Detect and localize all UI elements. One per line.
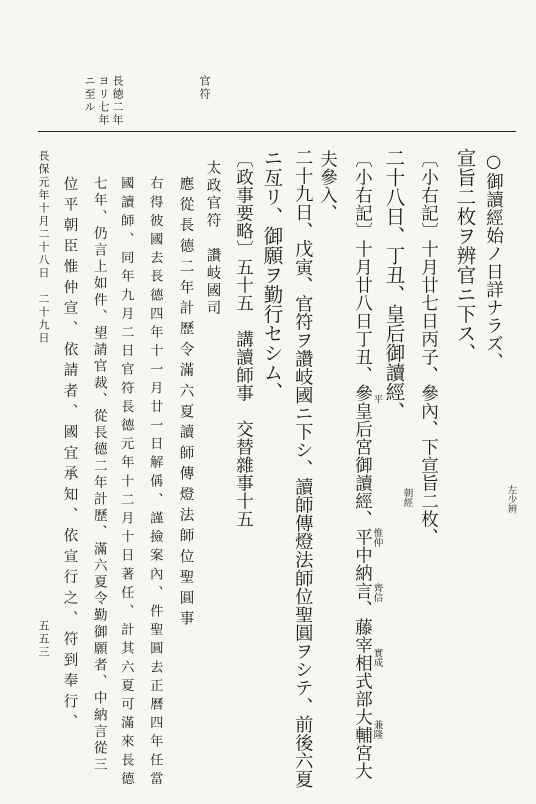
text-column-15: 位平朝臣惟仲宣、依請者、國宜承知、依宣行之、符到奉行、 [61, 176, 78, 735]
annotation-sanenari: 實成 [371, 648, 383, 667]
text-column-8: ニ亙リ、御願ヲ勤行セシム、 [260, 148, 284, 402]
text-column-1: ○御讀經始ノ日詳ナラズ、 [483, 152, 504, 371]
text-column-7: 二十九日、戊寅、官符ヲ讚岐國ニ下シ、讀師傳燈法師位聖圓ヲシテ、前後六夏 [292, 148, 314, 789]
annotation-taira: 平 [371, 394, 383, 404]
text-column-10: 太政官符 讚岐國司 [204, 160, 221, 318]
text-column-13: 國讀師、同年九月二日官符長德元年十二月十日著任、計其六夏可滿來長德 [118, 176, 134, 790]
side-note-line-3: ニ至ル [83, 75, 96, 114]
page-number: 五五三 [37, 620, 50, 659]
annotation-korenaka: 惟仲 [371, 528, 383, 547]
text-column-2: 宣旨二枚ヲ辨官ニ下ス、 [453, 148, 477, 363]
annotation-kanetaka: 兼隆 [371, 720, 383, 739]
header-rule [38, 131, 516, 132]
text-column-9: 〔政事要略〕五十五 講讀師事 交替雜事十五 [233, 150, 254, 528]
text-column-11: 應從長德二年計歷令滿六夏讀師傳燈法師位聖圓事 [177, 176, 194, 632]
text-column-14: 七年、仍言上如件、望請官裁、從長德二年計歷、滿六夏令勤御願者、中納言從三 [90, 176, 107, 774]
text-column-6: 夫參入、 [317, 150, 338, 222]
text-column-12: 右得彼國去長德四年十一月廿一日解偁、謹撿案內、件聖圓去正曆四年任當 [147, 176, 163, 790]
annotation-tadanobu: 齊信 [371, 583, 383, 602]
text-column-5: 〔小右記〕十月廿八日丁丑、參皇后宮御讀經、平中納言、藤宰相式部大輔宮大 [352, 150, 373, 780]
text-column-4: 二十八日、丁丑、皇后御讀經、 [382, 148, 406, 421]
chapter-title: 官符 [198, 75, 211, 101]
text-column-3: 〔小右記〕十月廿七日丙子、參內、下宣旨二枚、 [418, 150, 439, 546]
side-note-line-1: 長徳二年 [111, 75, 124, 127]
annotation-left-junior: 左少辨 [505, 485, 517, 514]
side-note-line-2: ヨリ七年 [97, 75, 110, 127]
margin-date: 長保元年十月二十八日 二十九日 [37, 150, 50, 345]
annotation-asason-tsune: 朝經 [401, 488, 413, 507]
